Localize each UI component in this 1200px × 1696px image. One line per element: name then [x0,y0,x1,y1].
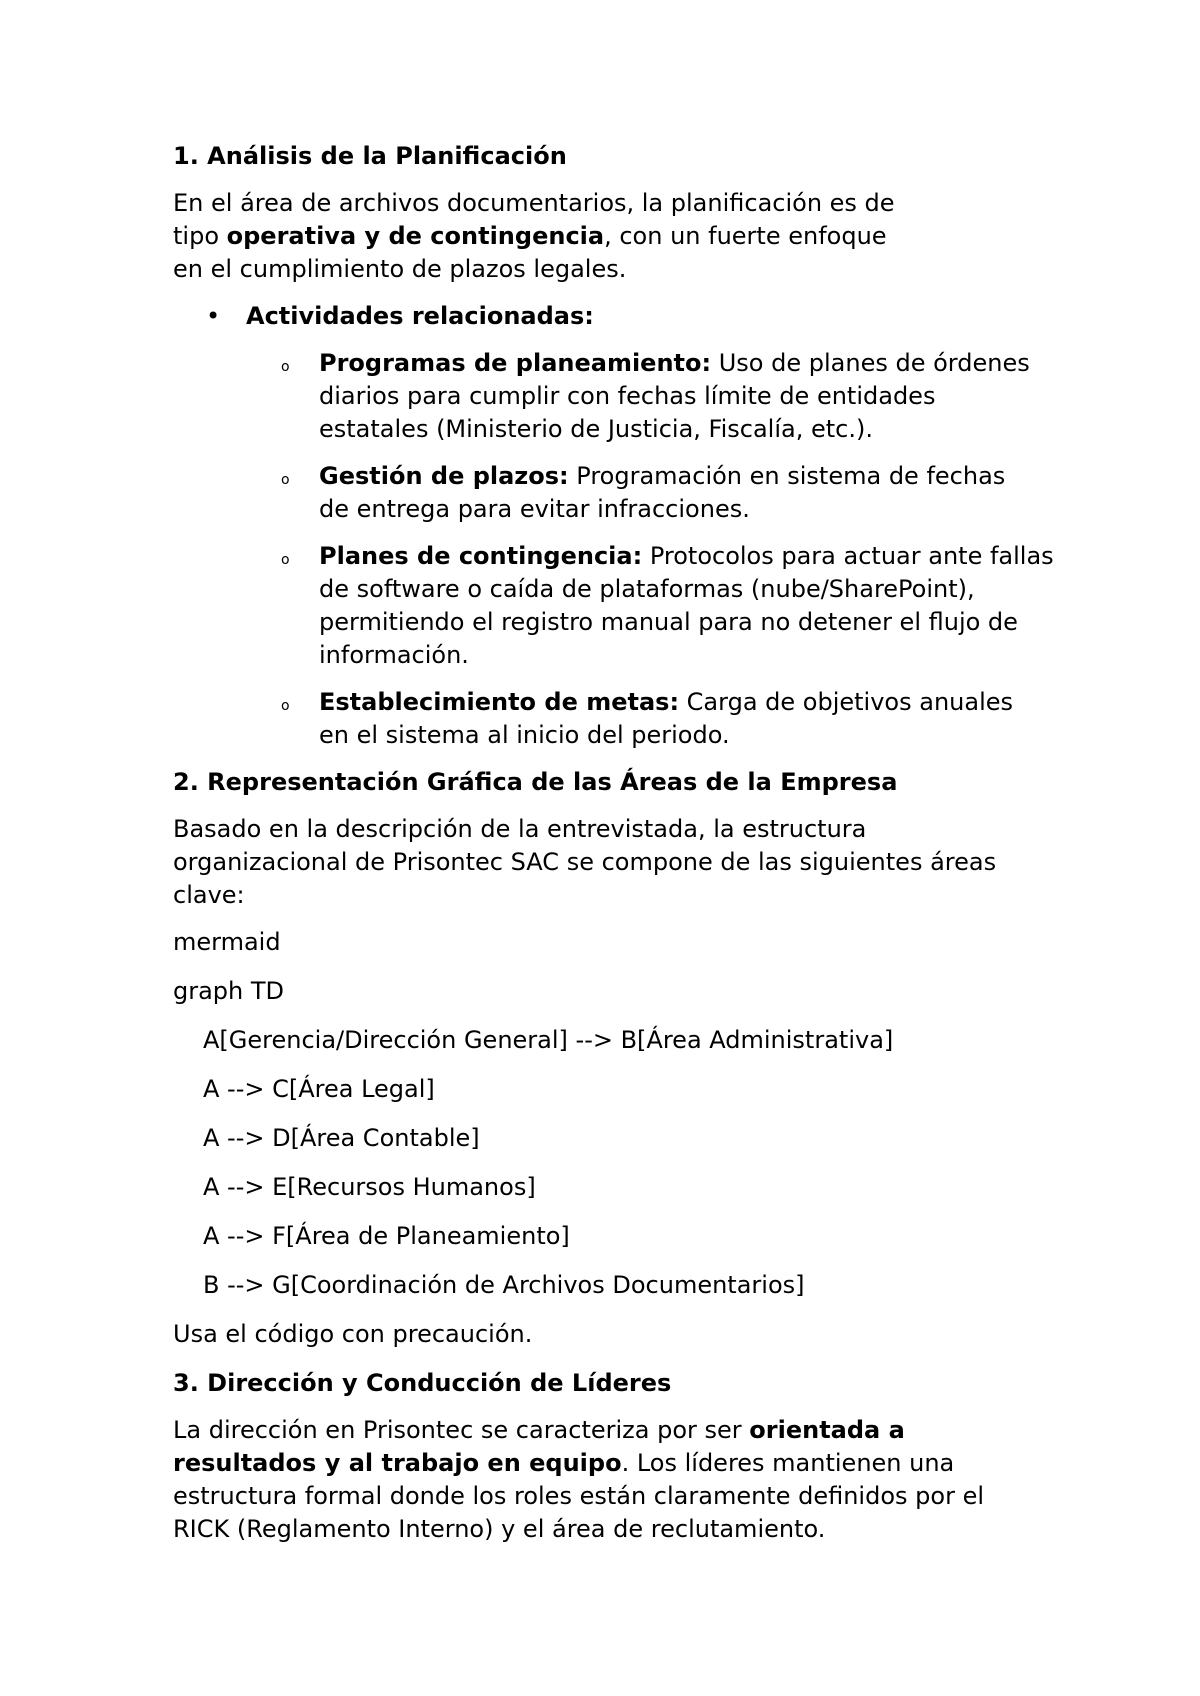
code-header: graph TD [173,977,285,1005]
section-3-heading: 3. Dirección y Conducción de Líderes [173,1369,672,1397]
section-1-heading: 1. Análisis de la Planificación [173,142,567,170]
list-item-text: Programación en sistema de fechas de entrega para evitar infracciones. [319,462,1006,523]
section-1-intro-text-end: , con un fuerte enfoque en el cumplimiento de plazos legales. [173,222,887,283]
section-2-heading: 2. Representación Gráfica de las Áreas de la Empresa [173,768,898,796]
code-line: A --> E[Recursos Humanos] [203,1173,536,1201]
code-line: A[Gerencia/Dirección General] --> B[Área Administrativa] [203,1026,894,1054]
sub-bullet-marker: o [281,472,290,488]
list-item [173,540,1059,672]
activities-bullet [173,300,1073,333]
sub-bullet-marker: o [281,698,290,714]
code-caution-note: Usa el código con precaución. [173,1320,533,1348]
document-page [173,140,1073,1560]
activities-label: Actividades relacionadas: [246,302,594,330]
section-3-intro-text-end: . Los líderes mantienen una estructura formal donde los roles están claramente definidos por el RICK (Reglamento Interno) y el área de reclutamiento. [173,1449,984,1543]
code-line: A --> D[Área Contable] [203,1124,480,1152]
list-item-text: Uso de planes de órdenes diarios para cumplir con fechas límite de entidades estatales (Ministerio de Justicia, Fiscalía, etc.). [319,349,1030,443]
sub-bullet-marker: o [281,552,290,568]
list-item [173,686,1039,752]
section-3-intro [173,1414,1043,1546]
list-item-text: Protocolos para actuar ante fallas de software o caída de plataformas (nube/SharePoint), permitiendo el registro manual para no detener el flujo de información. [319,542,1054,669]
list-item [173,347,1039,446]
section-1-intro-bold: operativa y de contingencia [226,222,605,250]
section-3-intro-bold: orientada a resultados y al trabajo en equipo [173,1416,905,1477]
list-item-title: Programas de planeamiento: [319,349,712,377]
sub-bullet-marker: o [281,359,290,375]
list-item-title: Gestión de plazos: [319,462,569,490]
list-item [173,460,1039,526]
section-1-intro-text: En el área de archivos documentarios, la planificación es de tipo [173,189,895,250]
section-3-intro-text: La dirección en Prisontec se caracteriza por ser [173,1416,750,1444]
list-item-title: Planes de contingencia: [319,542,643,570]
code-line: A --> C[Área Legal] [203,1075,435,1103]
list-item-title: Establecimiento de metas: [319,688,680,716]
code-language: mermaid [173,928,281,956]
section-1-intro [173,187,913,286]
section-2-intro: Basado en la descripción de la entrevistada, la estructura organizacional de Prisontec SAC se compone de las siguientes áreas clave: [173,815,997,909]
code-line: B --> G[Coordinación de Archivos Documentarios] [203,1271,805,1299]
bullet-marker: • [206,302,221,330]
code-line: A --> F[Área de Planeamiento] [203,1222,570,1250]
list-item-text: Carga de objetivos anuales en el sistema al inicio del periodo. [319,688,1014,749]
